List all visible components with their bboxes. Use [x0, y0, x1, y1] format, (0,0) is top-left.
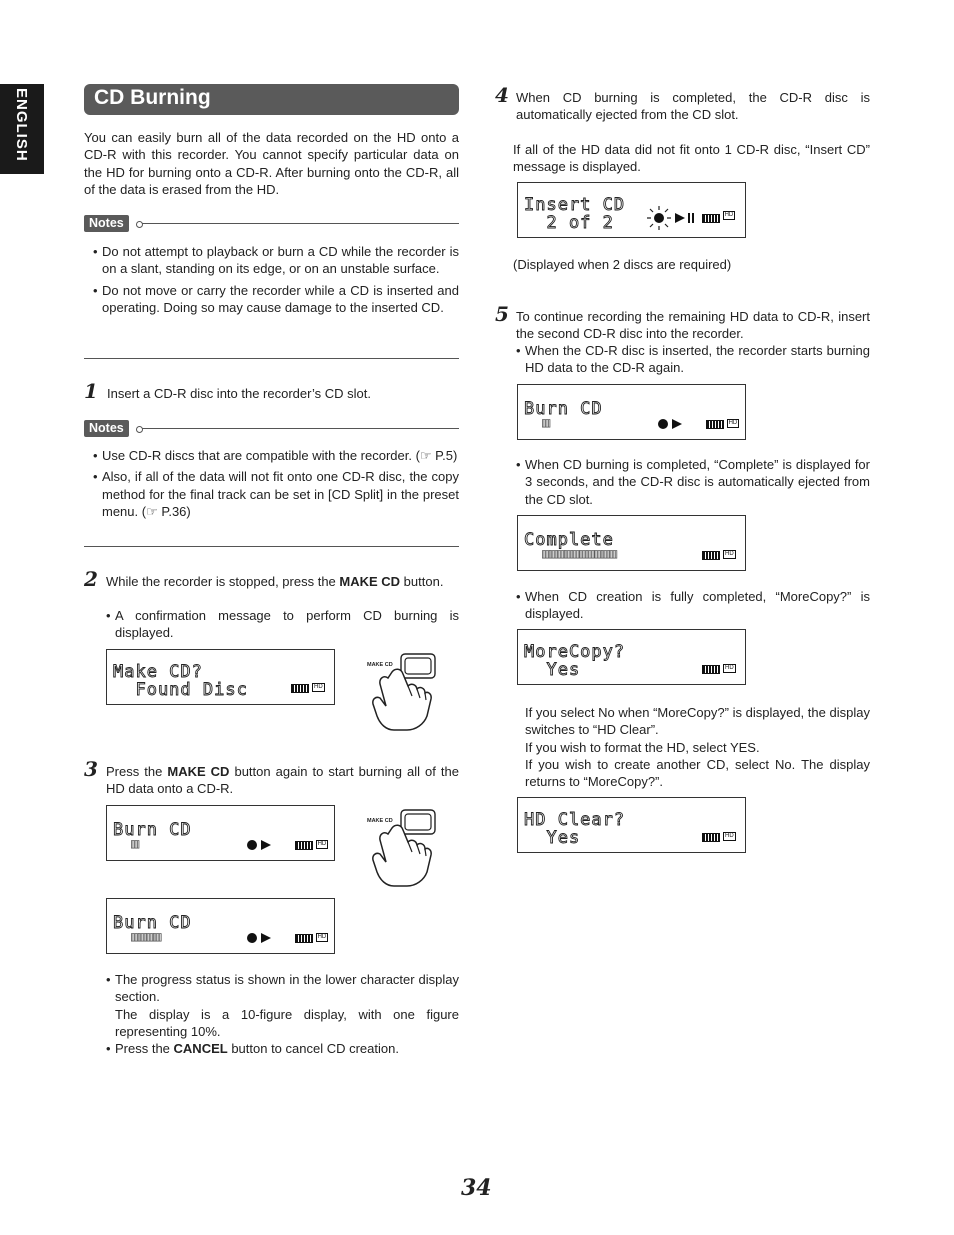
lcd-display-complete [517, 515, 746, 571]
step-3-bullets [106, 971, 459, 1057]
lcd-display-burn-cd-progress [106, 898, 335, 954]
step-1-text: Insert a CD-R disc into the recorder’s CD slot. [107, 386, 371, 401]
make-cd-button-illustration [364, 650, 440, 732]
intro-paragraph: You can easily burn all of the data recorded on the HD onto a CD-R with this recorder. You cannot specify particular data on the HD for burning onto a CD-R. After burning onto the CD-R, all of the data is erased from the HD. [84, 130, 459, 197]
page-number: 34 [461, 1175, 492, 1201]
lcd-line-1: Burn CD [524, 399, 603, 419]
step-5-text: To continue recording the remaining HD data to CD-R, insert the second CD-R disc into the recorder. [516, 309, 870, 342]
lcd-status-icons [658, 419, 739, 430]
hd-icon: HD [725, 551, 734, 557]
note-item: • Also, if all of the data will not fit onto one CD-R disc, the copy method for the final track can be set in [CD Split] in the preset menu. (☞ P.36) [93, 468, 459, 520]
level-meter-icon [295, 841, 313, 850]
progress-indicator: ▥ [131, 836, 139, 852]
lcd-display-burn-cd-resume [517, 384, 746, 440]
hd-icon: HD [317, 841, 327, 847]
level-meter-icon [702, 833, 720, 842]
notes-header-2 [84, 420, 459, 436]
lcd-status-icons [702, 550, 736, 561]
lcd-display-morecopy [517, 629, 746, 685]
step-5-bullets [516, 342, 870, 377]
step-number-1: 1 [84, 379, 98, 403]
progress-indicator: ▥ [542, 415, 550, 431]
hd-icon: HD [317, 934, 327, 940]
record-icon [658, 419, 668, 429]
make-cd-button-illustration [364, 806, 440, 888]
lcd-display-hd-clear [517, 797, 746, 853]
notes-divider [140, 428, 459, 429]
lcd-status-icons [702, 832, 736, 843]
step-3-bullet: • The progress status is shown in the lower character display section. [106, 971, 459, 1006]
step-number-3: 3 [84, 757, 98, 781]
lcd-status-icons [291, 683, 325, 694]
level-meter-icon [702, 551, 720, 560]
lcd-status-icons [247, 840, 328, 851]
step-5-bullet: • When the CD-R disc is inserted, the recorder starts burning HD data to the CD-R again. [516, 342, 870, 377]
play-icon [675, 213, 685, 223]
section-divider [84, 546, 459, 547]
lcd-line-2: Found Disc [113, 680, 248, 700]
step-4-paragraph: If all of the HD data did not fit onto 1 CD-R disc, “Insert CD” message is displayed. [513, 142, 870, 175]
complete-bullet: • When CD burning is completed, “Complete” is displayed for 3 seconds, and the CD-R disc is automatically ejected from the CD slot. [516, 456, 870, 508]
note-item: • Use CD-R discs that are compatible with the recorder. (☞ P.5) [93, 447, 459, 464]
blinking-record-icon [652, 211, 666, 225]
play-icon [261, 840, 271, 850]
notes-badge: Notes [84, 420, 129, 437]
level-meter-icon [706, 420, 724, 429]
play-icon [672, 419, 682, 429]
hd-icon: HD [724, 212, 734, 218]
make-cd-button-label: MAKE CD [367, 818, 393, 824]
record-icon [247, 933, 257, 943]
notes-header-1 [84, 215, 459, 231]
notes-badge: Notes [84, 215, 129, 232]
section-divider [84, 358, 459, 359]
pause-icon [688, 213, 690, 223]
language-tab-label: ENGLISH [13, 88, 30, 162]
lcd-status-icons [652, 211, 735, 225]
lcd-line-2: Yes [524, 828, 581, 848]
step-number-2: 2 [84, 567, 98, 591]
morecopy-paragraph [525, 704, 870, 790]
hd-icon: HD [314, 684, 323, 690]
notes-list-1 [93, 243, 459, 316]
note-item: • Do not move or carry the recorder while a CD is inserted and operating. Doing so may cause damage to the inserted CD. [93, 282, 459, 317]
hd-icon: HD [728, 420, 738, 426]
step-number-5: 5 [495, 302, 509, 326]
morecopy-text: If you wish to format the HD, select YES. [525, 739, 760, 755]
progress-indicator: ▥▥▥▥ [131, 929, 161, 945]
lcd-line-1: Burn CD [113, 913, 192, 933]
step-2-bullets [106, 607, 459, 642]
note-item: • Do not attempt to playback or burn a CD while the recorder is on a slant, standing on its edge, or on an unstable surface. [93, 243, 459, 278]
record-icon [247, 840, 257, 850]
level-meter-icon [702, 665, 720, 674]
language-tab [0, 84, 44, 174]
level-meter-icon [295, 934, 313, 943]
lcd-status-icons [702, 664, 736, 675]
play-icon [261, 933, 271, 943]
step-3-text: Press the MAKE CD button again to start burning all of the HD data onto a CD-R. [106, 764, 459, 797]
lcd-display-make-cd [106, 649, 335, 705]
lcd-line-1: Burn CD [113, 820, 192, 840]
step-3-bullet: • Press the CANCEL button to cancel CD creation. [106, 1040, 459, 1057]
step-number-4: 4 [495, 83, 509, 107]
lcd-line-1: Complete [524, 530, 614, 550]
step-2-bullet: • A confirmation message to perform CD burning is displayed. [106, 607, 459, 642]
make-cd-term: MAKE CD [339, 574, 401, 589]
lcd-line-2: 2 of 2 [524, 213, 614, 233]
morecopy-text: If you wish to create another CD, select No. The display returns to “MoreCopy?”. [525, 756, 870, 790]
lcd-line-1: Insert CD [524, 195, 626, 215]
lcd-line-1: Make CD? [113, 662, 203, 682]
cancel-term: CANCEL [173, 1041, 228, 1057]
hd-icon: HD [725, 833, 734, 839]
lcd-line-1: HD Clear? [524, 810, 626, 830]
morecopy-text: If you select No when “MoreCopy?” is displayed, the display switches to “HD Clear”. [525, 705, 870, 738]
section-title-bar [84, 84, 459, 115]
level-meter-icon [702, 214, 720, 223]
lcd-status-icons [247, 933, 328, 944]
section-title: CD Burning [94, 86, 211, 109]
step-3-bullet-continued: The display is a 10-figure display, with one figure representing 10%. [115, 1006, 459, 1039]
lcd-display-insert-cd [517, 182, 746, 238]
notes-divider [140, 223, 459, 224]
insert-cd-caption: (Displayed when 2 discs are required) [513, 257, 732, 272]
make-cd-button-label: MAKE CD [367, 662, 393, 668]
step-4-text: When CD burning is completed, the CD-R disc is automatically ejected from the CD slot. [516, 90, 870, 123]
notes-list-2 [93, 447, 459, 520]
morecopy-bullet-block [516, 588, 870, 623]
lcd-display-burn-cd-start [106, 805, 335, 861]
progress-indicator: ▥▥▥▥▥▥▥▥▥▥ [542, 546, 617, 562]
level-meter-icon [291, 684, 309, 693]
hd-icon: HD [725, 665, 734, 671]
step-2-text: While the recorder is stopped, press the MAKE CD button. [106, 574, 444, 589]
lcd-line-2: Yes [524, 660, 581, 680]
make-cd-term: MAKE CD [167, 764, 230, 779]
morecopy-bullet: • When CD creation is fully completed, “MoreCopy?” is displayed. [516, 588, 870, 623]
lcd-line-1: MoreCopy? [524, 642, 626, 662]
complete-bullet-block [516, 456, 870, 508]
